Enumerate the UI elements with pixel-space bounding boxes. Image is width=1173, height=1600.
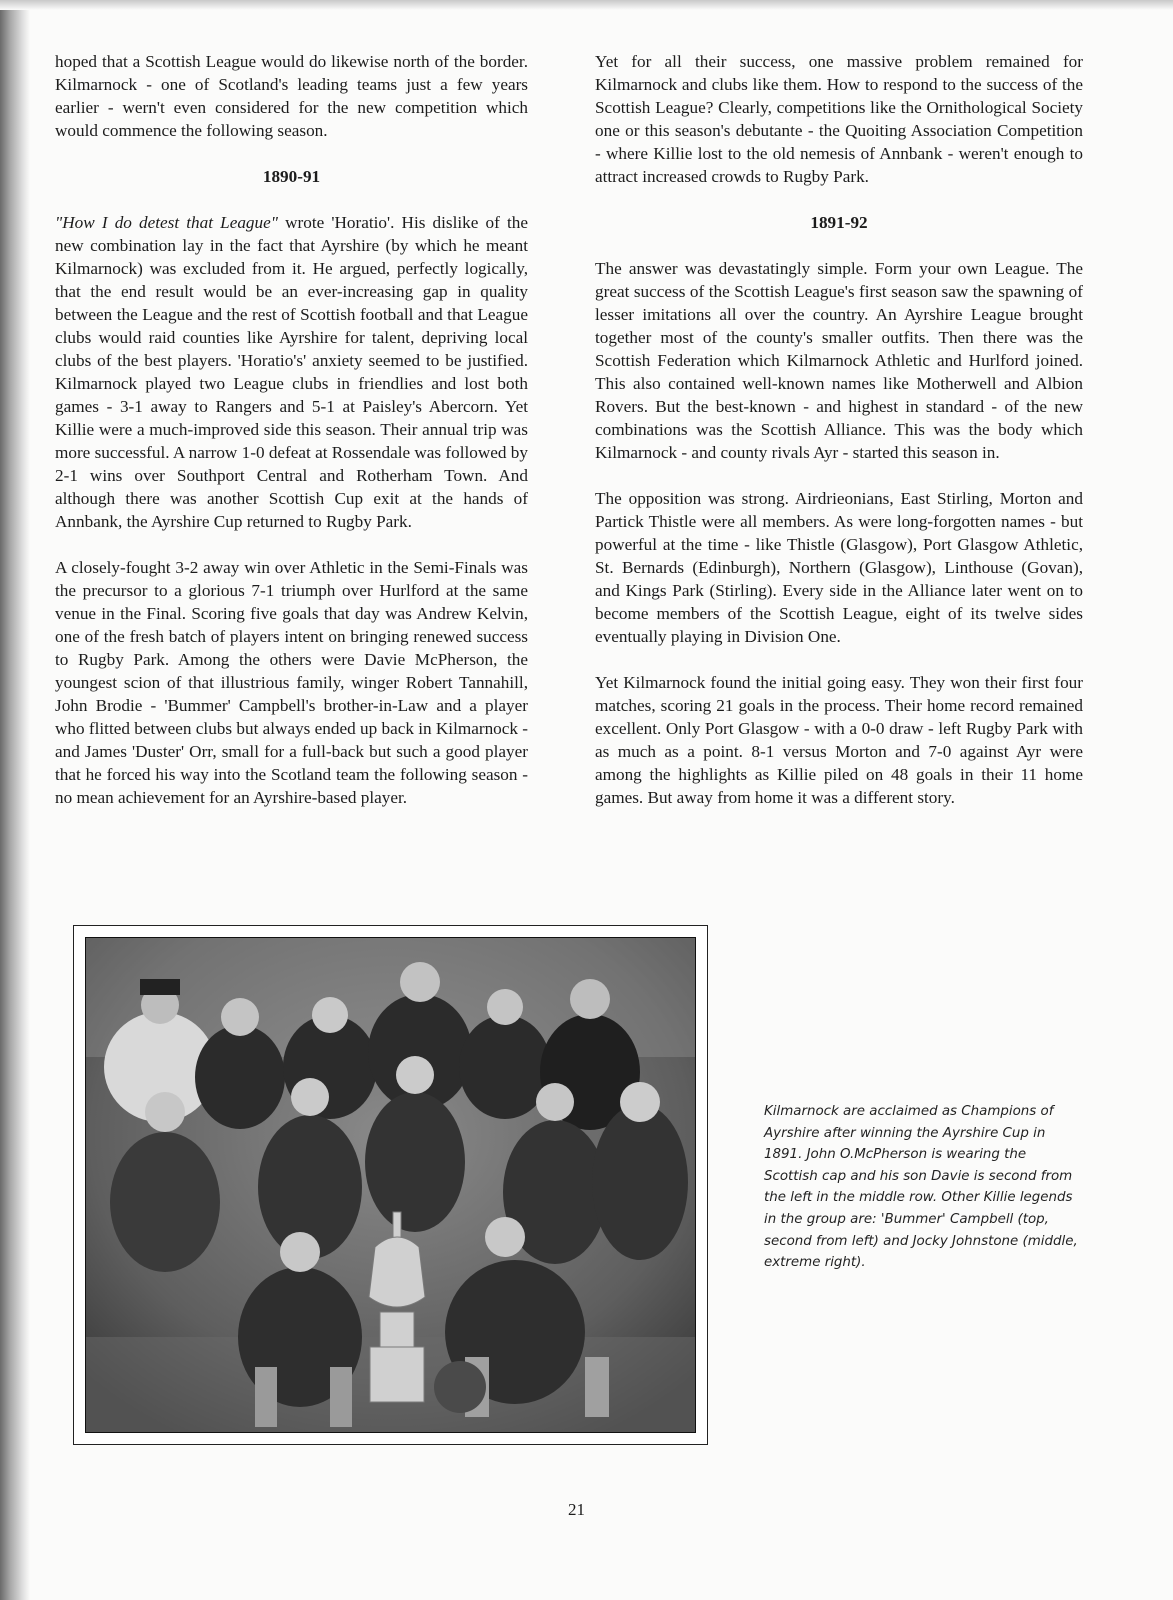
team-photo xyxy=(85,937,696,1433)
horatio-paragraph-text: wrote 'Horatio'. His dislike of the new combination lay in the fact that Ayrshire (by which he meant Kilmarnock) was excluded from it. He argued, perfectly logically, that the end result would be an ever-increasing gap in quality between the League and the rest of Scottish football and that League clubs would raid counties like Ayrshire for talent, depriving local clubs of the best players. 'Horatio's' anxiety seemed to be justified. Kilmarnock played two League clubs in friendlies and lost both games - 3-1 away to Rangers and 5-1 at Paisley's Abercorn. Yet Killie were a much-improved side this season. Their annual trip was more successful. A narrow 1-0 defeat at Rossendale was followed by 2-1 wins over Southport Central and Rotherham Town. And although there was another Scottish Cup exit at the hands of Annbank, the Ayrshire Cup returned to Rugby Park. xyxy=(55,213,528,531)
heading-1890-91: 1890-91 xyxy=(262,167,321,186)
team-photo-frame xyxy=(73,925,708,1445)
left-column xyxy=(55,50,528,809)
left-intro-paragraph: hoped that a Scottish League would do likewise north of the border. Kilmarnock - one of Scotland's leading teams just a few years earlier - wern't even considered for the new competition which would commence the following season. xyxy=(55,52,528,140)
horatio-quote: "How I do detest that League" xyxy=(55,213,278,232)
top-edge-shadow xyxy=(0,0,1173,10)
right-column xyxy=(595,50,1083,809)
opposition-paragraph: The opposition was strong. Airdrieonians, East Stirling, Morton and Partick Thistle were all members. As were long-forgotten names - but powerful at the time - like Thistle (Glasgow), Port Glasgow Athletic, St. Bernards (Edinburgh), Northern (Glasgow), Linthouse (Govan), and Kings Park (Stirling). Every side in the Alliance later went on to become members of the Scottish League, eight of its twelve sides eventually playing in Division One. xyxy=(595,489,1083,646)
page-number: 21 xyxy=(568,1500,585,1519)
semi-finals-paragraph: A closely-fought 3-2 away win over Athletic in the Semi-Finals was the precursor to a glorious 7-1 triumph over Hurlford at the same venue in the Final. Scoring five goals that day was Andrew Kelvin, one of the fresh batch of players intent on bringing renewed success to Rugby Park. Among the others were Davie McPherson, the youngest scion of that illustrious family, winger Robert Tannahill, John Brodie - 'Bummer' Campbell's brother-in-Law and a player who flitted between clubs but always ended up back in Kilmarnock - and James 'Duster' Orr, small for a full-back but such a good player that he forced his way into the Scotland team the following season - no mean achievement for an Ayrshire-based player. xyxy=(55,558,529,807)
book-spine-shadow xyxy=(0,0,30,1600)
right-intro-paragraph: Yet for all their success, one massive problem remained for Kilmarnock and clubs like them. How to respond to the success of the Scottish League? Clearly, competitions like the Ornithological Society one or this season's debutante - the Quoiting Association Competition - where Killie lost to the old nemesis of Annbank - weren't enough to attract increased crowds to Rugby Park. xyxy=(595,52,1083,186)
horatio-paragraph xyxy=(55,211,528,533)
photo-caption: Kilmarnock are acclaimed as Champions of Ayrshire after winning the Ayrshire Cup in 1891. John O.McPherson is wearing the Scottish cap and his son Davie is second from the left in the middle row. Other Killie legends in the group are: 'Bummer' Campbell (top, second from left) and Jocky Johnstone (middle, extreme right). xyxy=(764,1104,1078,1271)
own-league-paragraph: The answer was devastatingly simple. Form your own League. The great success of the Scottish League's first season saw the spawning of lesser imitations all over the country. An Ayrshire League brought together most of the county's smaller outfits. Then there was the Scottish Federation which Kilmarnock Athletic and Hurlford joined. This also contained well-known names like Motherwell and Albion Rovers. But the best-known - and highest in standard - of the new combinations was the Scottish Alliance. This was the body which Kilmarnock - and county rivals Ayr - started this season in. xyxy=(595,259,1083,462)
initial-going-paragraph: Yet Kilmarnock found the initial going easy. They won their first four matches, scoring 21 goals in the process. Their home record remained excellent. Only Port Glasgow - with a 0-0 draw - left Rugby Park with as much as a point. 8-1 versus Morton and 7-0 against Ayr were among the highlights as Killie piled on 48 goals in their 11 home games. But away from home it was a different story. xyxy=(595,673,1083,807)
heading-1891-92: 1891-92 xyxy=(810,213,868,232)
